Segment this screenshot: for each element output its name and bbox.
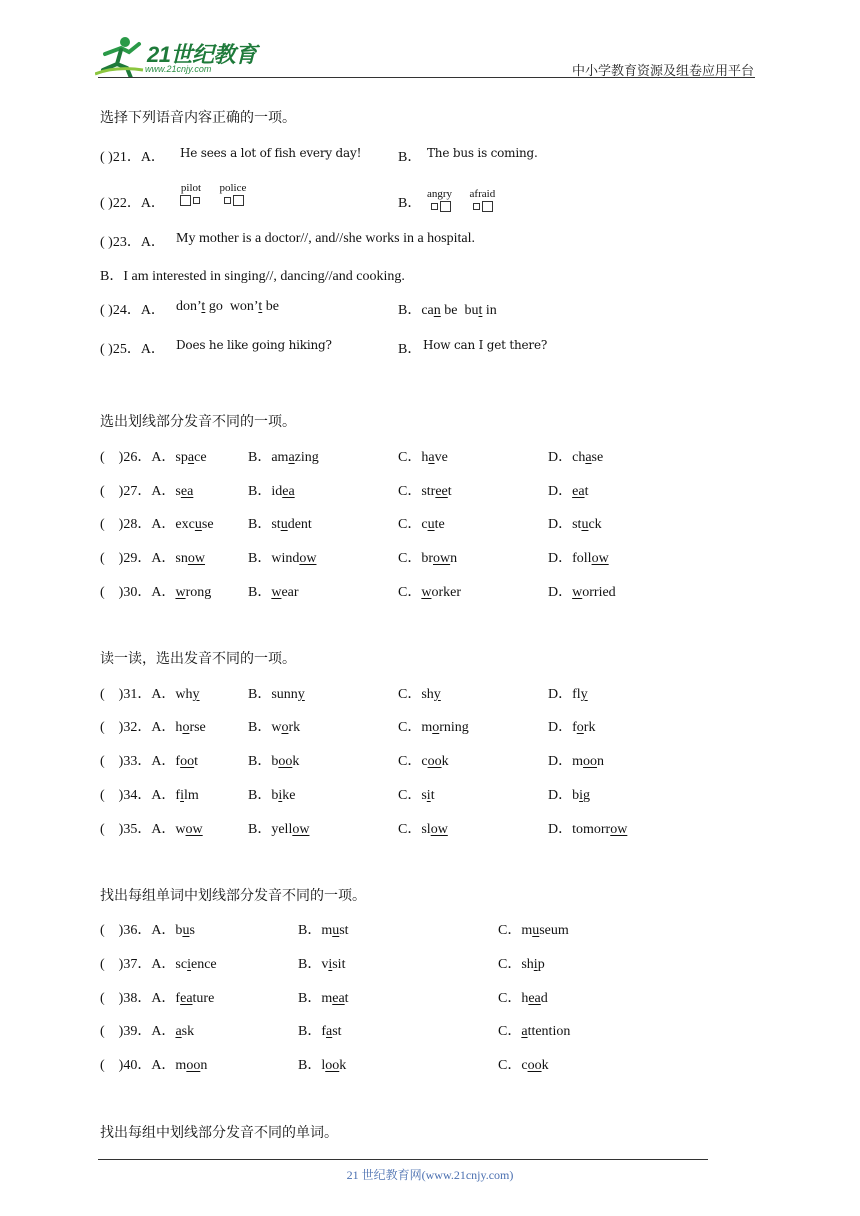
stress-box-small: [473, 203, 480, 210]
brand-url: www.21cnjy.com: [145, 64, 212, 74]
option-a: My mother is a doctor//, and//she works in a hospital.: [176, 231, 476, 246]
stress-police: [220, 182, 247, 206]
option-b-label: B．: [398, 196, 422, 211]
brand-name: 21世纪教育: [147, 42, 257, 67]
option-b: B．can be but in: [398, 303, 497, 318]
option-b: B．I am interested in singing//, dancing//and cooking.: [100, 269, 405, 284]
question-number: ( )21．A．: [100, 150, 165, 165]
word-pilot: pilot: [180, 182, 202, 194]
option-a: don’t go won’t be: [176, 299, 279, 314]
stress-pilot: [180, 182, 202, 206]
runner-icon: [95, 36, 145, 78]
section-title-4: 找出每组单词中划线部分发音不同的一项。: [100, 888, 366, 904]
option-b-label: B．: [398, 342, 422, 357]
stress-box-large: [482, 201, 493, 212]
question-number: ( )22．A．: [100, 196, 165, 211]
stress-box-small: [193, 197, 200, 204]
question-number: ( )24．A．: [100, 303, 165, 318]
stress-box-small: [431, 203, 438, 210]
question-number: ( )25．A．: [100, 342, 165, 357]
stress-box-large: [180, 195, 191, 206]
stress-afraid: [470, 188, 496, 212]
footer-divider: [98, 1159, 708, 1160]
header-divider: [98, 77, 755, 78]
stress-box-small: [224, 197, 231, 204]
option-b: How can I get there?: [423, 338, 548, 352]
section-title-1: 选择下列语音内容正确的一项。: [100, 110, 296, 126]
stress-angry: [427, 188, 452, 212]
word-afraid: afraid: [469, 188, 496, 200]
question-number: ( )23．A．: [100, 235, 165, 250]
page-footer: 21 世纪教育网(www.21cnjy.com): [346, 1168, 514, 1182]
brand-logo: [95, 36, 265, 80]
section-title-3: 读一读，选出发音不同的一项。: [100, 651, 296, 667]
option-b-label: B．: [398, 150, 422, 165]
word-police: police: [219, 182, 247, 194]
section-title-5: 找出每组中划线部分发音不同的单词。: [100, 1125, 338, 1141]
option-a: [180, 182, 260, 206]
stress-box-large: [233, 195, 244, 206]
section-title-2: 选出划线部分发音不同的一项。: [100, 414, 296, 430]
page-header: [0, 0, 860, 80]
stress-box-large: [440, 201, 451, 212]
header-platform-text: 中小学教育资源及组卷应用平台: [571, 64, 754, 79]
option-a: Does he like going hiking?: [176, 338, 332, 352]
option-b: The bus is coming.: [427, 146, 538, 160]
option-a: He sees a lot of fish every day!: [180, 146, 362, 160]
option-b: [427, 188, 509, 212]
word-angry: angry: [427, 188, 453, 200]
